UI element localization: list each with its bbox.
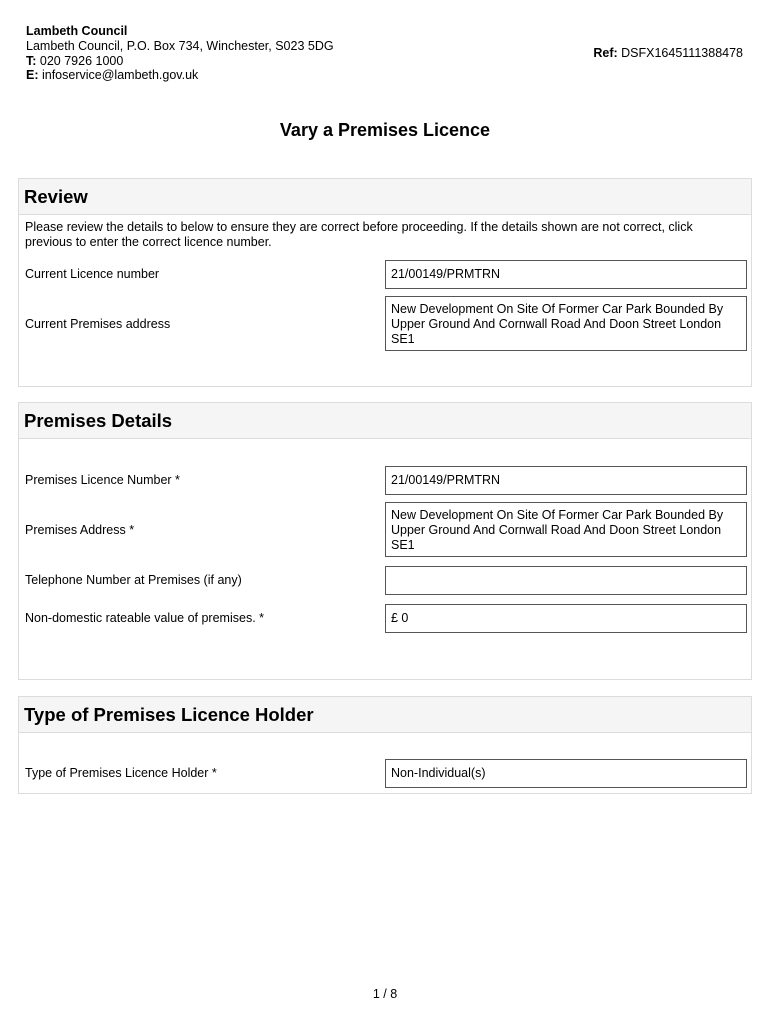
organisation-block xyxy=(26,24,334,83)
ref-value: DSFX1645111388478 xyxy=(621,46,743,60)
org-email-line xyxy=(26,68,334,83)
ref-label: Ref: xyxy=(593,46,618,60)
holder-type-field[interactable]: Non-Individual(s) xyxy=(385,759,747,788)
holder-type-label: Type of Premises Licence Holder * xyxy=(25,766,217,780)
reference xyxy=(593,46,743,60)
page-number: 1 / 8 xyxy=(372,987,398,1001)
current-licence-label: Current Licence number xyxy=(25,267,160,281)
holder-section xyxy=(18,696,752,794)
page-title: Vary a Premises Licence xyxy=(279,120,491,140)
rateable-value-field[interactable]: £ 0 xyxy=(385,604,747,633)
rateable-value-label: Non-domestic rateable value of premises. * xyxy=(25,611,265,625)
org-address: Lambeth Council, P.O. Box 734, Winchester, S023 5DG xyxy=(26,38,334,53)
review-section xyxy=(18,178,752,387)
premises-phone-label: Telephone Number at Premises (if any) xyxy=(25,573,242,587)
review-heading: Review xyxy=(19,179,751,215)
org-phone-line xyxy=(26,54,334,69)
premises-licence-field[interactable]: 21/00149/PRMTRN xyxy=(385,466,747,495)
phone-label: T: xyxy=(26,53,37,68)
review-intro: Please review the details to below to ensure they are correct before proceeding. If the details shown are not correct, click previous to enter the correct licence number. xyxy=(25,220,693,249)
email-label: E: xyxy=(26,68,39,83)
premises-section xyxy=(18,402,752,680)
current-licence-field[interactable]: 21/00149/PRMTRN xyxy=(385,260,747,289)
premises-address-field[interactable]: New Development On Site Of Former Car Park Bounded By Upper Ground And Cornwall Road And Doon Street London SE1 xyxy=(385,502,747,557)
premises-heading: Premises Details xyxy=(19,403,751,439)
org-phone: 020 7926 1000 xyxy=(39,53,124,68)
premises-address-label: Premises Address * xyxy=(25,523,135,537)
current-address-field[interactable]: New Development On Site Of Former Car Park Bounded By Upper Ground And Cornwall Road And Doon Street London SE1 xyxy=(385,296,747,351)
current-address-label: Current Premises address xyxy=(25,317,171,331)
org-email: infoservice@lambeth.gov.uk xyxy=(41,68,199,83)
premises-phone-field[interactable] xyxy=(385,566,747,595)
org-name: Lambeth Council xyxy=(26,24,128,38)
holder-heading: Type of Premises Licence Holder xyxy=(19,697,751,733)
premises-licence-label: Premises Licence Number * xyxy=(25,473,180,487)
